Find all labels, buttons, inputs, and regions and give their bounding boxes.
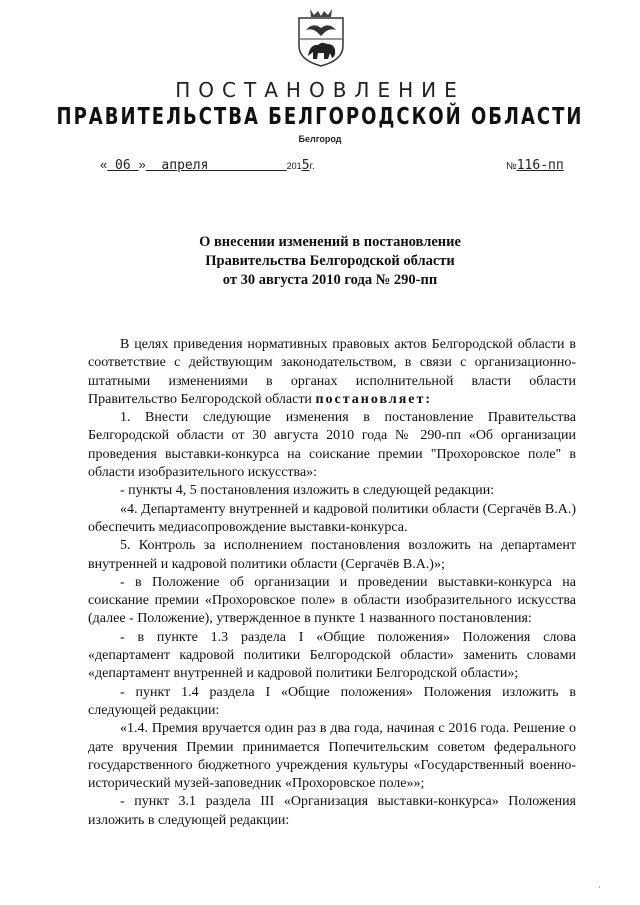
date-month: апреля — [145, 158, 287, 173]
date-year-digit: 5 — [301, 158, 310, 173]
coat-of-arms-icon — [296, 6, 346, 68]
document-number — [506, 157, 564, 173]
date-open-quote: « — [100, 157, 108, 172]
title-line-2: Правительства Белгородской области — [205, 253, 455, 269]
paragraph-point-1-3: - в пункте 1.3 раздела I «Общие положения» Положения слова «департамент кадровой политики Белгородской области» заменить словами «департамент внутренней и кадровой политики Белгородской области»; — [88, 629, 576, 682]
government-name: ПРАВИТЕЛЬСТВА БЕЛГОРОДСКОЙ ОБЛАСТИ — [56, 103, 584, 131]
paragraph-point-3-1: - пункт 3.1 раздела III «Организация выставки-конкурса» Положения изложить в следующей редакции: — [88, 794, 576, 828]
doc-number-value: 116-пп — [516, 158, 564, 173]
decree-keyword: постановляет: — [315, 391, 433, 407]
preamble-text: В целях приведения нормативных правовых актов Белгородской области в соответствие с действующим законодательством, в связи с организационно-штатными изменениями в органах исполнительной власти области Правительство Белгородской области — [88, 337, 576, 407]
paragraph-preamble — [88, 336, 576, 409]
document-type: ПОСТАНОВЛЕНИЕ — [175, 78, 465, 102]
paragraph-item-1: 1. Внести следующие изменения в постановление Правительства Белгородской области от 30 августа 2010 года № 290-пп «Об организации проведения выставки-конкурса на соискание премии "Прохоровское поле" в области изобразительного искусства»: — [88, 410, 576, 481]
scan-mark: · — [598, 883, 601, 893]
date-close-quote: » — [138, 157, 146, 172]
document-body — [88, 336, 576, 830]
paragraph-item-5-text: 5. Контроль за исполнением постановления возложить на департамент внутренней и кадровой политики области (Сергачёв В.А.)»; — [88, 538, 576, 572]
paragraph-point-1-4: - пункт 1.4 раздела I «Общие положения» Положения изложить в следующей редакции: — [88, 684, 576, 718]
document-date — [100, 157, 315, 173]
paragraph-regulation: - в Положение об организации и проведении выставки-конкурса на соискание премии «Прохоровское поле» в области изобразительного искусства (далее - Положение), утвержденное в пункте 1 названного постановления: — [88, 574, 576, 627]
date-year-prefix: 201 — [286, 161, 302, 171]
title-line-3: от 30 августа 2010 года № 290-пп — [222, 272, 438, 288]
date-day: 06 — [107, 158, 139, 173]
paragraph-items-4-5: - пункты 4, 5 постановления изложить в следующей редакции: — [120, 483, 495, 499]
date-year-suffix: г. — [309, 161, 315, 172]
document-title — [120, 233, 540, 290]
paragraph-point-1-4-text: «1.4. Премия вручается один раз в два года, начиная с 2016 года. Решение о дате вручения Премии принимается Попечительским советом федерального государственного бюджетного учреждения культуры «Государственный военно-исторический музей-заповедник «Прохоровское поле»»; — [88, 721, 576, 792]
doc-number-prefix: № — [506, 161, 517, 172]
title-line-1: О внесении изменений в постановление — [199, 234, 461, 250]
paragraph-item-4-text: «4. Департаменту внутренней и кадровой политики области (Сергачёв В.А.) обеспечить медиасопровождение выставки-конкурса. — [88, 501, 576, 535]
city-name: Белгород — [298, 134, 342, 144]
